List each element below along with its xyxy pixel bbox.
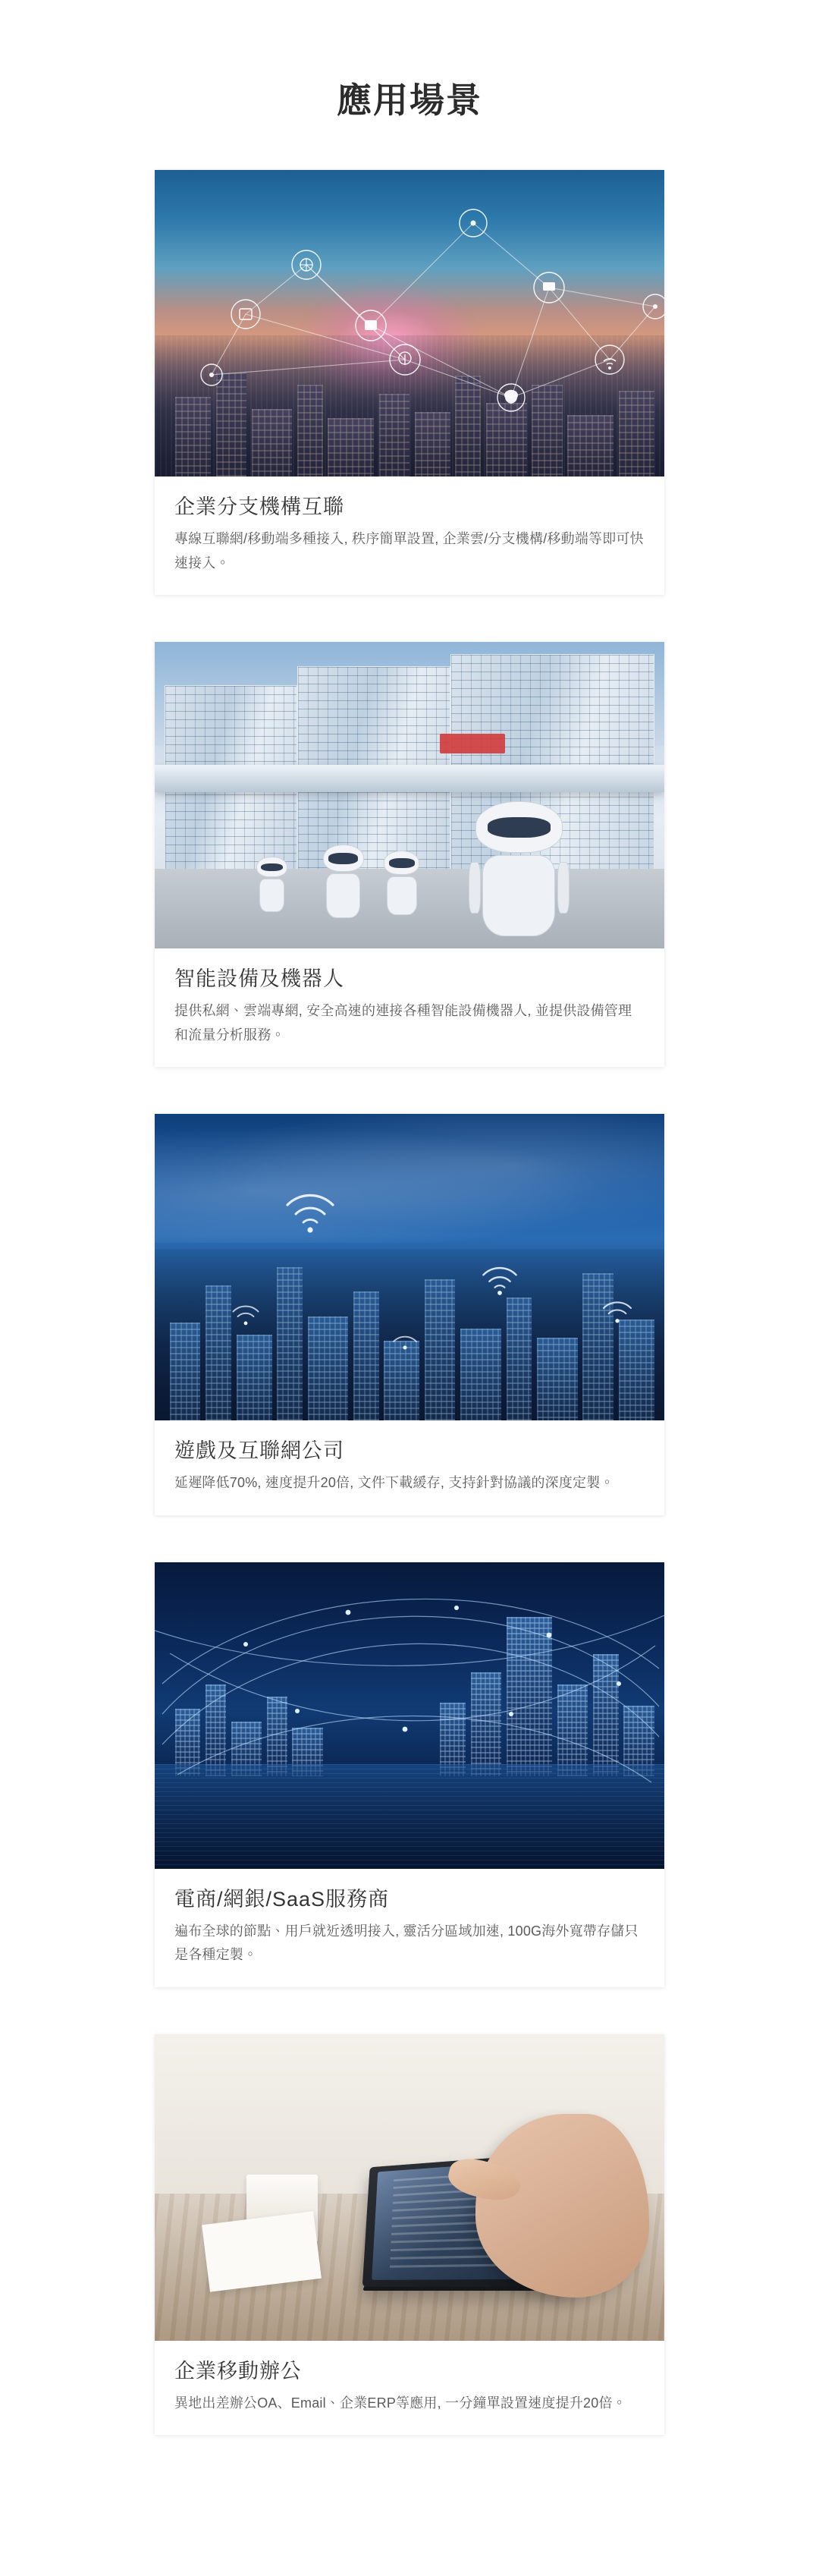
hand — [475, 2114, 648, 2298]
card-title: 電商/網銀/SaaS服務商 — [174, 1887, 390, 1911]
node-dot — [653, 304, 657, 309]
card-title: 企業移動辦公 — [174, 2359, 302, 2383]
card-body — [155, 1869, 664, 1987]
robot-figure — [256, 857, 287, 912]
image-icon — [365, 320, 377, 330]
network-overlay — [155, 170, 664, 477]
card-description: 遍布全球的節點、用戶就近透明接入, 靈活分區域加速, 100G海外寬帶存儲只是各種定製。 — [174, 1923, 639, 1962]
card-body — [155, 948, 664, 1067]
node-dot — [471, 221, 476, 226]
robot-figure — [323, 845, 364, 918]
robot-visor — [328, 853, 358, 864]
night-skyline-wifi-illustration — [155, 1114, 664, 1420]
robot-body — [387, 876, 417, 915]
card-description: 延遲降低70%, 速度提升20倍, 文件下載緩存, 支持針對協議的深度定製。 — [174, 1475, 614, 1490]
wifi-icon — [287, 1195, 333, 1232]
heart-icon — [504, 390, 518, 404]
robot-arm — [469, 862, 481, 914]
scenario-card[interactable] — [155, 1562, 664, 1987]
wifi-overlay — [155, 1114, 664, 1420]
robot-body — [482, 855, 555, 936]
card-title: 企業分支機構互聯 — [174, 495, 344, 518]
wifi-icon — [234, 1307, 259, 1326]
paper-sheet — [202, 2211, 322, 2291]
tablet-mobile-office-photo — [155, 2034, 664, 2341]
global-arcs-overlay — [155, 1562, 664, 1869]
card-title: 遊戲及互聯網公司 — [174, 1439, 344, 1462]
card-description: 異地出差辦公OA、Email、企業ERP等應用, 一分鐘單設置速度提升20倍。 — [174, 2395, 626, 2411]
wifi-icon — [483, 1268, 516, 1295]
card-title: 智能設備及機器人 — [174, 967, 344, 990]
scenario-card[interactable] — [155, 2034, 664, 2436]
canopy — [155, 765, 664, 792]
card-body — [155, 477, 664, 595]
card-body — [155, 2341, 664, 2436]
scenario-card[interactable] — [155, 1114, 664, 1515]
wifi-icon — [604, 1302, 631, 1323]
city-network-illustration — [155, 170, 664, 477]
robot-head — [384, 851, 419, 875]
laptop-icon — [543, 282, 555, 291]
robot-visor — [488, 817, 550, 838]
robot-arm — [557, 862, 570, 914]
robot-head — [323, 845, 364, 873]
scenario-card[interactable] — [155, 642, 664, 1067]
scenario-card-list — [155, 170, 664, 2435]
robot-head — [475, 801, 562, 853]
card-description: 提供私網、雲端專網, 安全高速的連接各種智能設備機器人, 並提供設備管理和流量分析服務。 — [174, 1003, 632, 1043]
harbour-global-network-illustration — [155, 1562, 664, 1869]
signage — [440, 734, 505, 753]
card-description: 專線互聯網/移動端多種接入, 秩序簡單設置, 企業雲/分支機構/移動端等即可快速接入。 — [174, 531, 644, 571]
smart-building-robots-illustration — [155, 642, 664, 948]
robot-figure — [475, 801, 562, 936]
robot-visor — [261, 863, 283, 872]
card-body — [155, 1420, 664, 1515]
page-title: 應用場景 — [337, 80, 482, 120]
robot-body — [259, 879, 285, 912]
wifi-icon — [608, 366, 611, 370]
node-dot — [209, 373, 214, 377]
wifi-icon — [394, 1337, 416, 1350]
robot-figure — [384, 851, 419, 915]
robot-body — [326, 873, 360, 917]
robot-head — [256, 857, 287, 878]
robot-visor — [389, 858, 415, 868]
scenario-card[interactable] — [155, 170, 664, 595]
